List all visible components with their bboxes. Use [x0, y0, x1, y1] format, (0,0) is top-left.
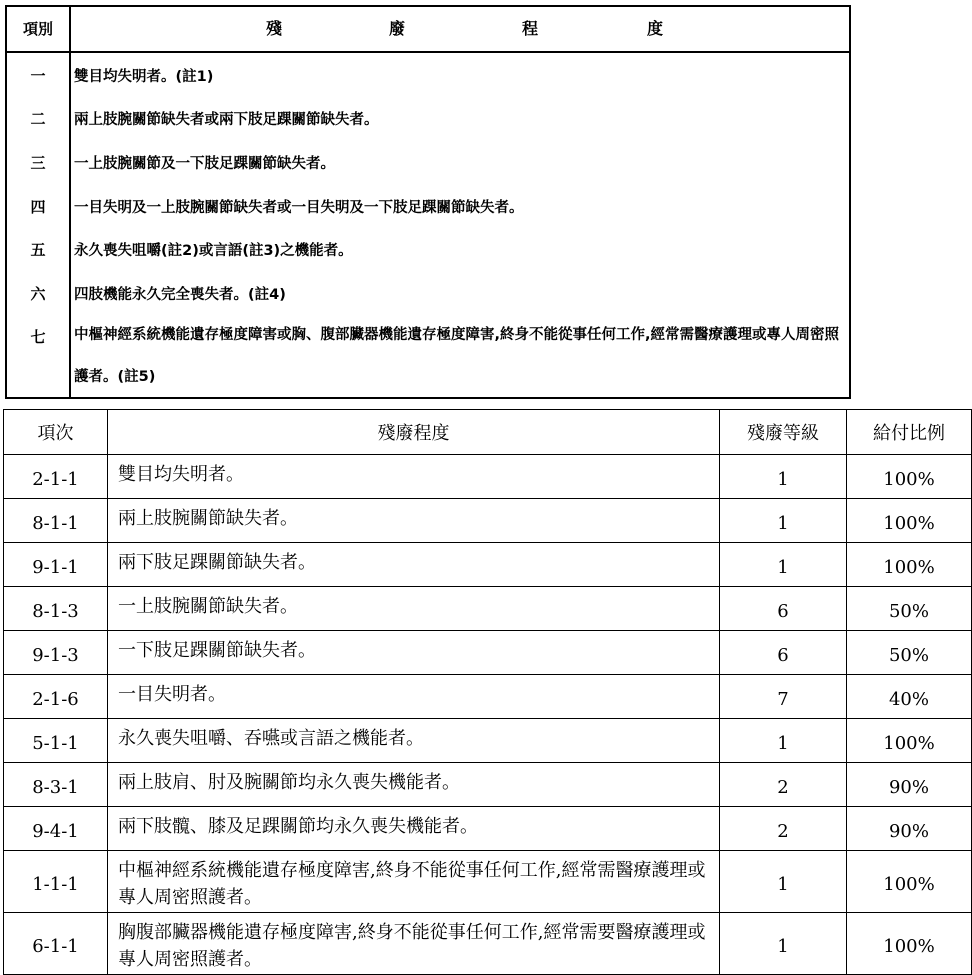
cell-code: 1-1-1: [4, 851, 108, 913]
header-degree-label: [71, 7, 849, 51]
cell-grade: 1: [720, 913, 847, 975]
cell-desc: 一目失明者。: [108, 675, 720, 719]
row-text: 中樞神經系統機能遺存極度障害或胸、腹部臟器機能遺存極度障害,終身不能從事任何工作,經常需醫療護理或專人周密照護者。(註5): [74, 327, 840, 385]
row-text: 兩上肢腕關節缺失者或兩下肢足踝關節缺失者。: [74, 112, 379, 128]
table-row: [4, 763, 972, 807]
cell-ratio: 50%: [847, 631, 972, 675]
cell-desc: 一上肢腕關節缺失者。: [108, 587, 720, 631]
cell-ratio: 100%: [847, 913, 972, 975]
cell-code: 8-3-1: [4, 763, 108, 807]
header-grade: 殘廢等級: [720, 410, 847, 455]
cell-ratio: 90%: [847, 763, 972, 807]
cell-desc: 兩上肢肩、肘及腕關節均永久喪失機能者。: [108, 763, 720, 807]
cell-grade: 1: [720, 455, 847, 499]
row-text: 永久喪失咀嚼(註2)或言語(註3)之機能者。: [74, 243, 353, 259]
cell-desc: 雙目均失明者。: [108, 455, 720, 499]
table-row: [4, 719, 972, 763]
row-number: 一: [30, 67, 46, 85]
cell-grade: 1: [720, 719, 847, 763]
table1-header: [7, 7, 849, 53]
header-degree-char: 廢: [389, 19, 406, 38]
cell-desc: 兩上肢腕關節缺失者。: [108, 499, 720, 543]
cell-code: 9-1-1: [4, 543, 108, 587]
cell-code: 9-4-1: [4, 807, 108, 851]
table-row: [4, 499, 972, 543]
cell-desc: 兩下肢足踝關節缺失者。: [108, 543, 720, 587]
cell-code: 5-1-1: [4, 719, 108, 763]
cell-ratio: 90%: [847, 807, 972, 851]
header-code: 項次: [4, 410, 108, 455]
cell-desc: 兩下肢髖、膝及足踝關節均永久喪失機能者。: [108, 807, 720, 851]
row-number: 七: [30, 328, 46, 346]
row-text: 四肢機能永久完全喪失者。(註4): [74, 287, 286, 303]
row-number: 四: [30, 198, 46, 216]
table-row: [4, 675, 972, 719]
row-text: 一目失明及一上肢腕關節缺失者或一目失明及一下肢足踝關節缺失者。: [74, 200, 524, 216]
cell-desc: 中樞神經系統機能遺存極度障害,終身不能從事任何工作,經常需醫療護理或專人周密照護者。: [108, 851, 720, 913]
cell-code: 2-1-6: [4, 675, 108, 719]
table-row: [4, 851, 972, 913]
header-ratio: 給付比例: [847, 410, 972, 455]
cell-grade: 1: [720, 543, 847, 587]
cell-grade: 1: [720, 851, 847, 913]
header-degree-char: 程: [522, 19, 539, 38]
cell-desc: 永久喪失咀嚼、吞嚥或言語之機能者。: [108, 719, 720, 763]
header-degree-char: 殘: [266, 19, 283, 38]
disability-payment-table: [3, 409, 972, 975]
row-number: 三: [30, 154, 46, 172]
cell-desc: 一下肢足踝關節缺失者。: [108, 631, 720, 675]
table-row: [4, 631, 972, 675]
disability-degree-table: [5, 5, 851, 399]
header-degree-char: 度: [647, 19, 664, 38]
row-number: 二: [30, 110, 46, 128]
cell-grade: 7: [720, 675, 847, 719]
cell-ratio: 100%: [847, 499, 972, 543]
row-number: 五: [30, 241, 46, 259]
cell-grade: 2: [720, 763, 847, 807]
table1-column-divider: [69, 7, 71, 397]
cell-desc: 胸腹部臟器機能遺存極度障害,終身不能從事任何工作,經常需要醫療護理或專人周密照護者。: [108, 913, 720, 975]
header-degree: 殘廢程度: [108, 410, 720, 455]
row-number: 六: [30, 285, 46, 303]
cell-ratio: 100%: [847, 455, 972, 499]
table2-header-row: [4, 410, 972, 455]
cell-grade: 6: [720, 587, 847, 631]
cell-grade: 2: [720, 807, 847, 851]
table-row: [4, 913, 972, 975]
cell-code: 6-1-1: [4, 913, 108, 975]
row-text: 雙目均失明者。(註1): [74, 69, 214, 85]
table-row: [4, 807, 972, 851]
cell-ratio: 100%: [847, 719, 972, 763]
table-row: [4, 455, 972, 499]
table-row: [4, 587, 972, 631]
cell-grade: 1: [720, 499, 847, 543]
cell-ratio: 40%: [847, 675, 972, 719]
cell-code: 9-1-3: [4, 631, 108, 675]
cell-code: 8-1-1: [4, 499, 108, 543]
row-text: 一上肢腕關節及一下肢足踝關節缺失者。: [74, 156, 335, 172]
table-row: [4, 543, 972, 587]
cell-ratio: 50%: [847, 587, 972, 631]
cell-code: 8-1-3: [4, 587, 108, 631]
cell-code: 2-1-1: [4, 455, 108, 499]
cell-ratio: 100%: [847, 543, 972, 587]
cell-grade: 6: [720, 631, 847, 675]
header-item-label: 項別: [22, 20, 53, 38]
cell-ratio: 100%: [847, 851, 972, 913]
